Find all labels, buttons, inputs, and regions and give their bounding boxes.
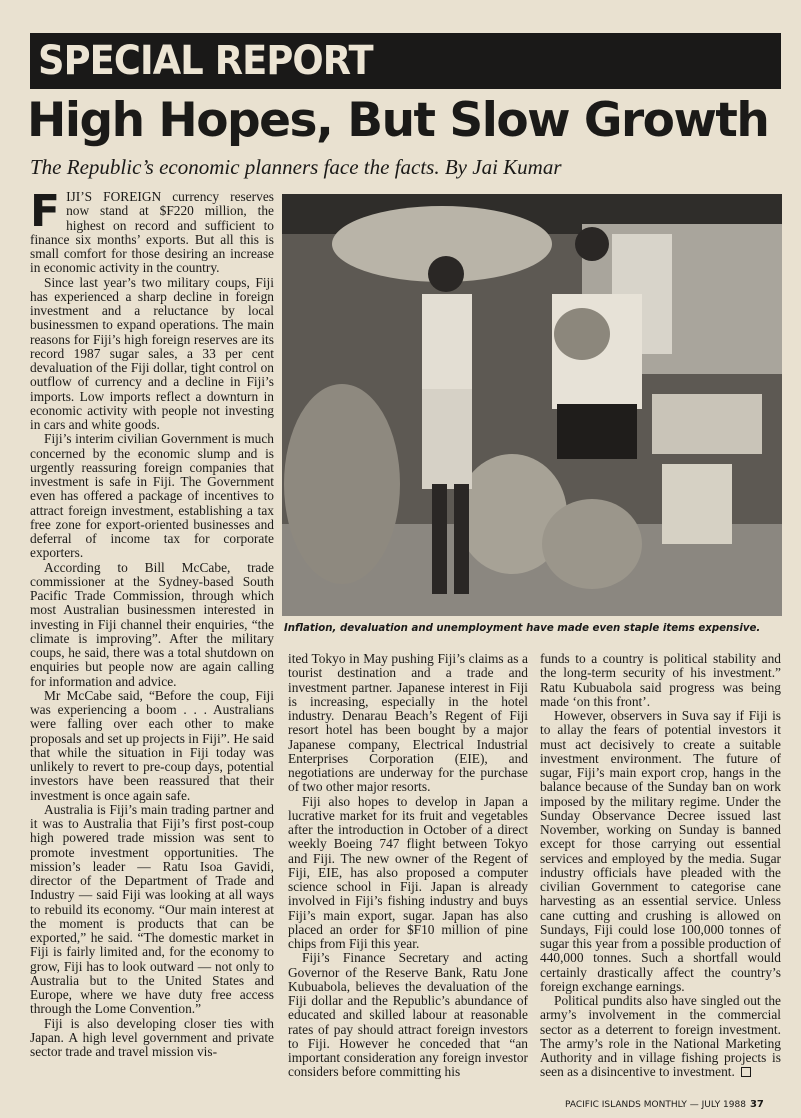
subhead-byline: The Republic’s economic planners face the facts. By Jai Kumar xyxy=(30,155,562,179)
page-number: 37 xyxy=(749,1099,764,1110)
headline: High Hopes, But Slow Growth xyxy=(27,93,769,148)
end-mark-icon xyxy=(741,1067,751,1077)
article-paragraph: According to Bill McCabe, trade commissioner at the Sydney-based South Pacific Trade Commission, through which most Australian businessmen interested in investing in Fiji channel their enquiries, “the climate is improving”. After the military coups, he said, there was a total shutdown on enquiries but people now are again calling for information and advice. xyxy=(30,559,274,689)
article-paragraph: funds to a country is political stability and the long-term security of his investment.” Ratu Kubuabola said progress was being made ‘on this front’. xyxy=(540,651,781,709)
drop-cap: F xyxy=(30,186,61,237)
photo-bananas-market xyxy=(282,194,782,616)
section-label: SPECIAL REPORT xyxy=(38,38,373,84)
article-paragraph: Australia is Fiji’s main trading partner and it was to Australia that Fiji’s first post-coup high powered trade mission was sent to promote investment opportunities. The mission’s leader — Ratu Isoa Gavidi, director of the Department of Trade and Industry — said Fiji was looking at all ways to rebuild its economy. “Our main interest at the moment is products that can be exported,” he said. “The domestic market in Fiji is fairly limited and, for the economy to grow, Fiji has to look outward — not only to Australia but to the United States and Europe, where we have duty free access through the Lome Convention.” xyxy=(30,801,274,1017)
article-column-2 xyxy=(288,651,528,1080)
article-paragraph: Since last year’s two military coups, Fiji has experienced a sharp decline in foreign investment and a reluctance by local businessmen to expand operations. The main reasons for Fiji’s high foreign reserves are its record 1987 sugar sales, a 33 per cent devaluation of the Fiji dollar, tight control on outflow of currency and a decline in Fiji’s imports. Low imports reflect a downturn in economic activity with people not investing in cars and white goods. xyxy=(30,274,274,432)
article-column-1 xyxy=(30,186,274,1062)
article-paragraph: However, observers in Suva say if Fiji is to allay the fears of potential investors it must act decisively to create a suitable investment environment. The future of sugar, Fiji’s main export crop, hangs in the balance because of the Sunday ban on work imposed by the military regime. Under the Sunday Observance Decree issued last November, working on Sunday is banned except for those carrying out essential services and employed by the media. Sugar industry officials have pleaded with the civilian Government to categorise cane harvesting as an essential service. Unless cane cutting and crushing is allowed on Sundays, Fiji could lose 100,000 tonnes of sugar this year from a possible production of 440,000 tonnes. Such a shortfall would certainly drastically affect the country’s foreign exchange earnings. xyxy=(540,708,781,994)
article-paragraph: Political pundits also have singled out the army’s involvement in the commercial sector as a deterrent to foreign investment. The army’s role in the National Marketing Authority and in village fishing projects is seen as a disincentive to investment. xyxy=(540,993,781,1080)
article-column-3 xyxy=(540,651,781,1080)
photo-caption: Inflation, devaluation and unemployment have made even staple items expensive. xyxy=(284,623,761,634)
article-paragraph: ited Tokyo in May pushing Fiji’s claims as a tourist destination and a trade and investment partner. Japanese interest in Fiji is increasing, especially in the hotel industry. Denarau Beach’s Regent of Fiji resort hotel has been bought by a major Japanese company, Electrical Industrial Enterprises Corporation (EIE), and negotiations are underway for the purchase of two other major resorts. xyxy=(288,651,528,795)
article-paragraph: Fiji’s Finance Secretary and acting Governor of the Reserve Bank, Ratu Jone Kubuabola, believes the devaluation of the Fiji dollar and the Republic’s abundance of educated and skilled labour at reasonable rates of pay should attract foreign investors to Fiji. However he conceded that “an important consideration any foreign investor considers before committing his xyxy=(288,950,528,1080)
article-paragraph: Mr McCabe said, “Before the coup, Fiji was experiencing a boom . . . Australians were falling over each other to make proposals and set up projects in Fiji”. He said that while the situation in Fiji today was unlikely to revert to pre-coup days, potential investors have been reassured that their investment is once again safe. xyxy=(30,687,274,803)
section-banner xyxy=(30,33,781,89)
article-paragraph: Fiji also hopes to develop in Japan a lucrative market for its fruit and vegetables after the introduction in October of a direct weekly Boeing 747 flight between Tokyo and Fiji. The new owner of the Regent of Fiji, EIE, has also proposed a computer science school in Fiji. Japan is already involved in Fiji’s fishing industry and buys Fiji’s main export, sugar. Japan has also placed an order for $F10 million of pine chips from Fiji this year. xyxy=(288,793,528,951)
page-footer xyxy=(565,1099,785,1111)
publication-line: PACIFIC ISLANDS MONTHLY — JULY 1988 xyxy=(565,1100,746,1110)
article-paragraph: Fiji’s interim civilian Government is much concerned by the economic slump and is urgently reassuring foreign companies that investment is safe in Fiji. The Government even has offered a package of incentives to attract foreign investment, establishing a tax free zone for export-oriented businesses and deferral of income tax for corporate exporters. xyxy=(30,431,274,561)
article-paragraph: Fiji is also developing closer ties with Japan. A high level government and private sector trade and travel mission vis- xyxy=(30,1015,274,1059)
article-paragraph: FIJI’S FOREIGN currency reserves now stand at $F220 million, the highest on record and sufficient to finance six months’ exports. But all this is small comfort for those desiring an increase in economic activity in the country. xyxy=(30,186,274,276)
